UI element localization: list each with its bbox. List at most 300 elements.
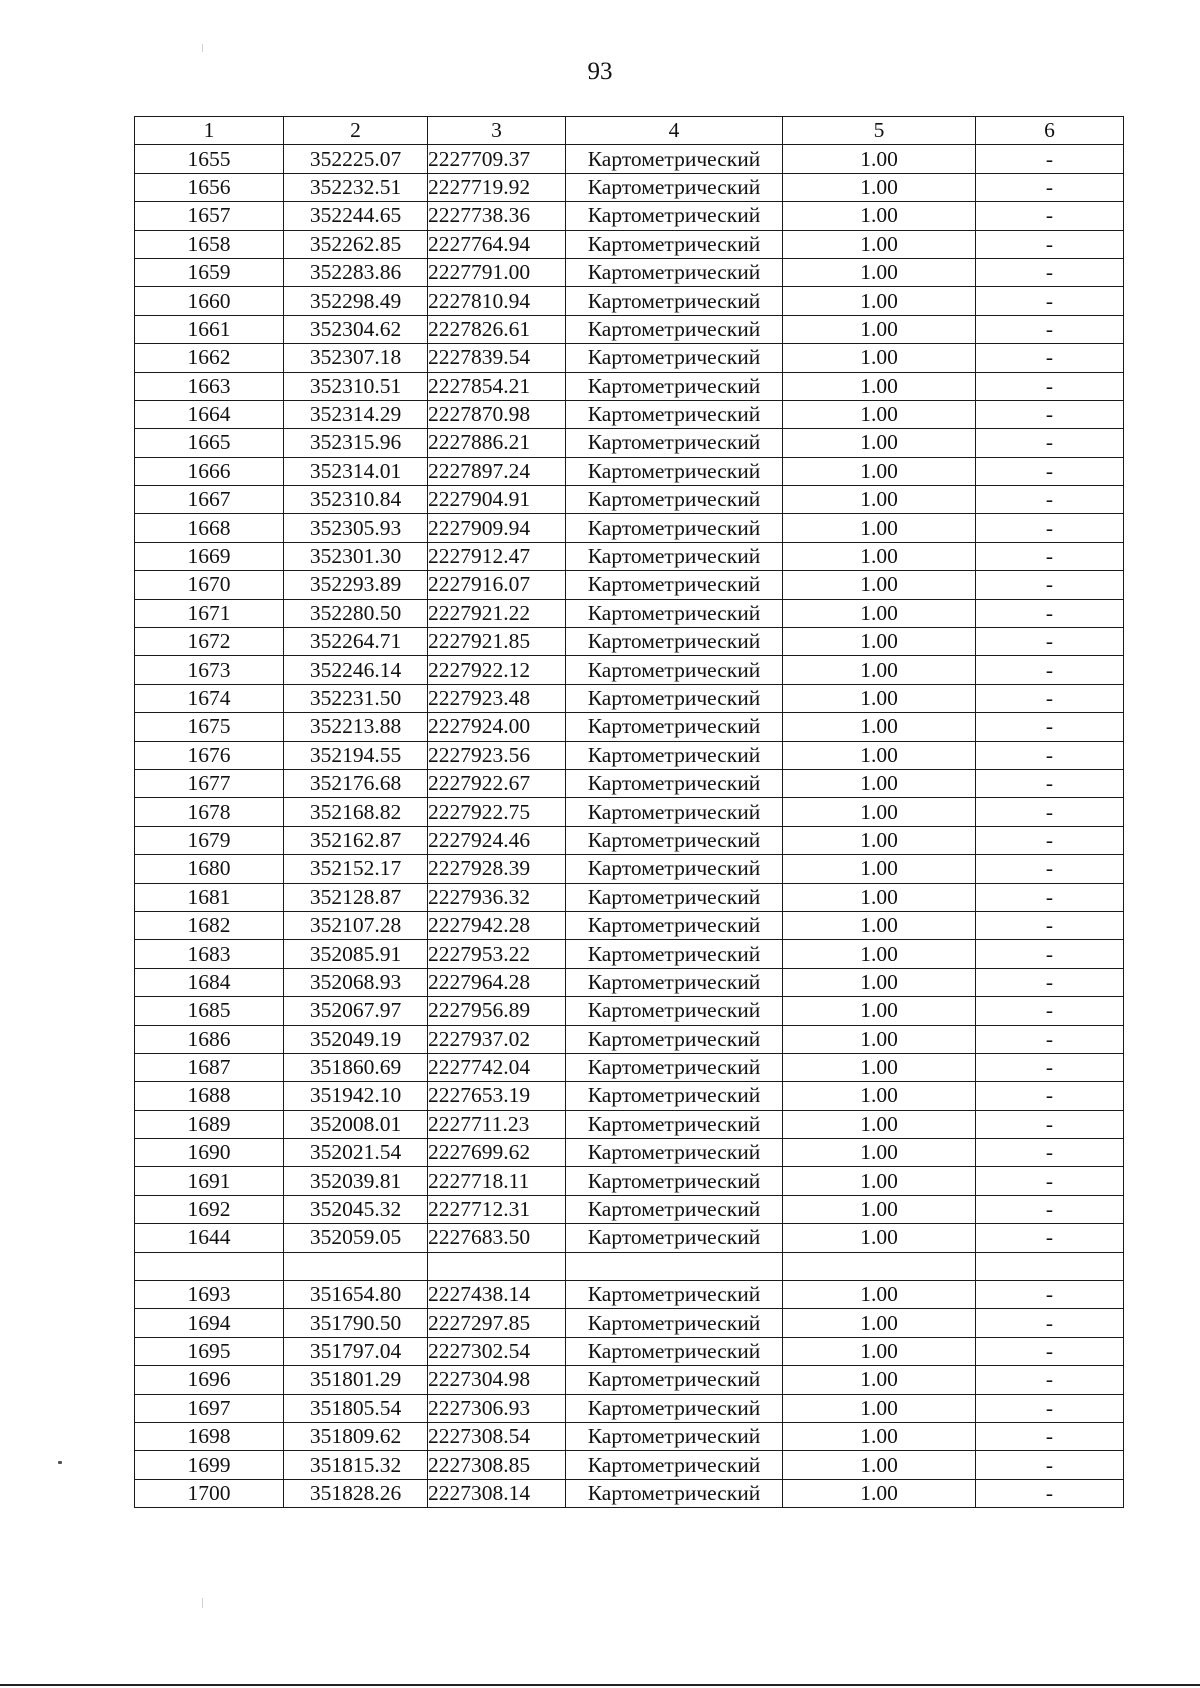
y-coordinate-cell: 2227738.36 [428, 202, 566, 230]
accuracy-cell: 1.00 [783, 911, 976, 939]
x-coordinate-cell: 352008.01 [284, 1110, 428, 1138]
table-row [135, 344, 1124, 372]
y-coordinate-cell: 2227886.21 [428, 429, 566, 457]
table-row [135, 486, 1124, 514]
x-coordinate-cell: 352310.51 [284, 372, 428, 400]
table-row [135, 457, 1124, 485]
note-cell: - [976, 997, 1124, 1025]
note-cell: - [976, 1025, 1124, 1053]
accuracy-cell: 1.00 [783, 656, 976, 684]
accuracy-cell: 1.00 [783, 968, 976, 996]
y-coordinate-cell: 2227683.50 [428, 1224, 566, 1252]
note-cell: - [976, 1139, 1124, 1167]
accuracy-cell: 1.00 [783, 1025, 976, 1053]
x-coordinate-cell: 352059.05 [284, 1224, 428, 1252]
point-number-cell: 1655 [135, 145, 284, 173]
method-cell: Картометрический [566, 202, 783, 230]
table-row [135, 1394, 1124, 1422]
note-cell: - [976, 372, 1124, 400]
y-coordinate-cell: 2227921.85 [428, 628, 566, 656]
accuracy-cell: 1.00 [783, 1139, 976, 1167]
accuracy-cell: 1.00 [783, 628, 976, 656]
note-cell: - [976, 1479, 1124, 1507]
y-coordinate-cell: 2227709.37 [428, 145, 566, 173]
point-number-cell: 1664 [135, 400, 284, 428]
table-row [135, 315, 1124, 343]
x-coordinate-cell: 351797.04 [284, 1337, 428, 1365]
note-cell: - [976, 429, 1124, 457]
table-row [135, 1110, 1124, 1138]
accuracy-cell [783, 1252, 976, 1280]
accuracy-cell: 1.00 [783, 599, 976, 627]
y-coordinate-cell: 2227854.21 [428, 372, 566, 400]
point-number-cell: 1687 [135, 1053, 284, 1081]
x-coordinate-cell: 352049.19 [284, 1025, 428, 1053]
accuracy-cell: 1.00 [783, 1281, 976, 1309]
accuracy-cell: 1.00 [783, 344, 976, 372]
point-number-cell: 1697 [135, 1394, 284, 1422]
method-cell: Картометрический [566, 684, 783, 712]
table-row [135, 741, 1124, 769]
point-number-cell: 1670 [135, 571, 284, 599]
table-row [135, 1053, 1124, 1081]
method-cell: Картометрический [566, 344, 783, 372]
x-coordinate-cell: 352067.97 [284, 997, 428, 1025]
x-coordinate-cell: 352168.82 [284, 798, 428, 826]
point-number-cell: 1669 [135, 542, 284, 570]
table-row [135, 826, 1124, 854]
table-row [135, 514, 1124, 542]
accuracy-cell: 1.00 [783, 258, 976, 286]
point-number-cell: 1678 [135, 798, 284, 826]
accuracy-cell: 1.00 [783, 1479, 976, 1507]
scan-mark-top [202, 44, 203, 52]
method-cell: Картометрический [566, 741, 783, 769]
method-cell: Картометрический [566, 713, 783, 741]
point-number-cell: 1681 [135, 883, 284, 911]
table-row [135, 798, 1124, 826]
point-number-cell: 1672 [135, 628, 284, 656]
method-cell: Картометрический [566, 997, 783, 1025]
table-row [135, 911, 1124, 939]
accuracy-cell: 1.00 [783, 202, 976, 230]
method-cell: Картометрический [566, 798, 783, 826]
x-coordinate-cell: 351801.29 [284, 1366, 428, 1394]
note-cell: - [976, 656, 1124, 684]
note-cell: - [976, 400, 1124, 428]
note-cell: - [976, 486, 1124, 514]
note-cell: - [976, 1451, 1124, 1479]
table-row [135, 258, 1124, 286]
x-coordinate-cell: 352315.96 [284, 429, 428, 457]
table-row [135, 684, 1124, 712]
x-coordinate-cell: 352314.01 [284, 457, 428, 485]
method-cell: Картометрический [566, 911, 783, 939]
table-row [135, 1337, 1124, 1365]
note-cell: - [976, 826, 1124, 854]
note-cell: - [976, 457, 1124, 485]
table-row [135, 1195, 1124, 1223]
x-coordinate-cell: 351654.80 [284, 1281, 428, 1309]
point-number-cell: 1688 [135, 1082, 284, 1110]
point-number-cell: 1656 [135, 173, 284, 201]
point-number-cell: 1671 [135, 599, 284, 627]
y-coordinate-cell: 2227302.54 [428, 1337, 566, 1365]
y-coordinate-cell: 2227699.62 [428, 1139, 566, 1167]
table-row [135, 855, 1124, 883]
point-number-cell: 1696 [135, 1366, 284, 1394]
table-row [135, 599, 1124, 627]
note-cell: - [976, 542, 1124, 570]
point-number-cell: 1700 [135, 1479, 284, 1507]
table-row [135, 145, 1124, 173]
point-number-cell [135, 1252, 284, 1280]
x-coordinate-cell: 351860.69 [284, 1053, 428, 1081]
note-cell: - [976, 1110, 1124, 1138]
x-coordinate-cell: 352162.87 [284, 826, 428, 854]
method-cell: Картометрический [566, 599, 783, 627]
note-cell: - [976, 741, 1124, 769]
table-row [135, 429, 1124, 457]
y-coordinate-cell: 2227942.28 [428, 911, 566, 939]
table-row [135, 1139, 1124, 1167]
table-row [135, 769, 1124, 797]
note-cell: - [976, 798, 1124, 826]
note-cell: - [976, 1224, 1124, 1252]
x-coordinate-cell: 352021.54 [284, 1139, 428, 1167]
y-coordinate-cell: 2227923.56 [428, 741, 566, 769]
accuracy-cell: 1.00 [783, 145, 976, 173]
x-coordinate-cell: 352280.50 [284, 599, 428, 627]
method-cell: Картометрический [566, 1309, 783, 1337]
note-cell: - [976, 1337, 1124, 1365]
note-cell: - [976, 911, 1124, 939]
accuracy-cell: 1.00 [783, 400, 976, 428]
method-cell: Картометрический [566, 230, 783, 258]
method-cell: Картометрический [566, 372, 783, 400]
table-row [135, 1025, 1124, 1053]
accuracy-cell: 1.00 [783, 173, 976, 201]
y-coordinate-cell: 2227922.12 [428, 656, 566, 684]
point-number-cell: 1657 [135, 202, 284, 230]
table-row [135, 968, 1124, 996]
method-cell: Картометрический [566, 1167, 783, 1195]
y-coordinate-cell: 2227928.39 [428, 855, 566, 883]
x-coordinate-cell [284, 1252, 428, 1280]
point-number-cell: 1689 [135, 1110, 284, 1138]
method-cell: Картометрический [566, 1139, 783, 1167]
method-cell: Картометрический [566, 542, 783, 570]
accuracy-cell: 1.00 [783, 826, 976, 854]
x-coordinate-cell: 352283.86 [284, 258, 428, 286]
y-coordinate-cell: 2227839.54 [428, 344, 566, 372]
note-cell: - [976, 1422, 1124, 1450]
x-coordinate-cell: 352039.81 [284, 1167, 428, 1195]
accuracy-cell: 1.00 [783, 287, 976, 315]
x-coordinate-cell: 352085.91 [284, 940, 428, 968]
method-cell: Картометрический [566, 287, 783, 315]
y-coordinate-cell: 2227810.94 [428, 287, 566, 315]
point-number-cell: 1644 [135, 1224, 284, 1252]
point-number-cell: 1667 [135, 486, 284, 514]
y-coordinate-cell: 2227712.31 [428, 1195, 566, 1223]
table-row [135, 173, 1124, 201]
accuracy-cell: 1.00 [783, 1082, 976, 1110]
x-coordinate-cell: 352045.32 [284, 1195, 428, 1223]
x-coordinate-cell: 352298.49 [284, 287, 428, 315]
x-coordinate-cell: 352305.93 [284, 514, 428, 542]
y-coordinate-cell: 2227870.98 [428, 400, 566, 428]
note-cell: - [976, 315, 1124, 343]
method-cell: Картометрический [566, 826, 783, 854]
y-coordinate-cell: 2227937.02 [428, 1025, 566, 1053]
point-number-cell: 1660 [135, 287, 284, 315]
note-cell: - [976, 344, 1124, 372]
method-cell: Картометрический [566, 571, 783, 599]
x-coordinate-cell: 352304.62 [284, 315, 428, 343]
x-coordinate-cell: 351790.50 [284, 1309, 428, 1337]
y-coordinate-cell: 2227912.47 [428, 542, 566, 570]
table-row [135, 1082, 1124, 1110]
x-coordinate-cell: 352314.29 [284, 400, 428, 428]
coordinates-table [134, 116, 1124, 1508]
point-number-cell: 1699 [135, 1451, 284, 1479]
table-row [135, 287, 1124, 315]
note-cell: - [976, 571, 1124, 599]
note-cell: - [976, 599, 1124, 627]
method-cell: Картометрический [566, 145, 783, 173]
method-cell: Картометрический [566, 457, 783, 485]
x-coordinate-cell: 352307.18 [284, 344, 428, 372]
note-cell: - [976, 230, 1124, 258]
y-coordinate-cell: 2227904.91 [428, 486, 566, 514]
method-cell [566, 1252, 783, 1280]
y-coordinate-cell: 2227308.54 [428, 1422, 566, 1450]
table-row [135, 1451, 1124, 1479]
x-coordinate-cell: 351805.54 [284, 1394, 428, 1422]
point-number-cell: 1682 [135, 911, 284, 939]
y-coordinate-cell: 2227936.32 [428, 883, 566, 911]
point-number-cell: 1694 [135, 1309, 284, 1337]
x-coordinate-cell: 352107.28 [284, 911, 428, 939]
accuracy-cell: 1.00 [783, 741, 976, 769]
method-cell: Картометрический [566, 1053, 783, 1081]
table-row [135, 372, 1124, 400]
column-header: 5 [783, 117, 976, 145]
table-row [135, 883, 1124, 911]
point-number-cell: 1680 [135, 855, 284, 883]
note-cell: - [976, 145, 1124, 173]
note-cell: - [976, 940, 1124, 968]
x-coordinate-cell: 352244.65 [284, 202, 428, 230]
note-cell: - [976, 968, 1124, 996]
point-number-cell: 1677 [135, 769, 284, 797]
accuracy-cell: 1.00 [783, 684, 976, 712]
y-coordinate-cell: 2227921.22 [428, 599, 566, 627]
table-row [135, 571, 1124, 599]
y-coordinate-cell: 2227956.89 [428, 997, 566, 1025]
x-coordinate-cell: 352128.87 [284, 883, 428, 911]
y-coordinate-cell: 2227718.11 [428, 1167, 566, 1195]
method-cell: Картометрический [566, 855, 783, 883]
y-coordinate-cell: 2227922.75 [428, 798, 566, 826]
note-cell: - [976, 855, 1124, 883]
method-cell: Картометрический [566, 769, 783, 797]
point-number-cell: 1679 [135, 826, 284, 854]
table-header-row [135, 117, 1124, 145]
note-cell: - [976, 173, 1124, 201]
y-coordinate-cell: 2227308.85 [428, 1451, 566, 1479]
method-cell: Картометрический [566, 1479, 783, 1507]
scan-speck [58, 1461, 62, 1464]
method-cell: Картометрический [566, 940, 783, 968]
accuracy-cell: 1.00 [783, 1167, 976, 1195]
accuracy-cell: 1.00 [783, 997, 976, 1025]
note-cell: - [976, 684, 1124, 712]
method-cell: Картометрический [566, 315, 783, 343]
table-row [135, 202, 1124, 230]
note-cell: - [976, 1366, 1124, 1394]
note-cell: - [976, 1281, 1124, 1309]
accuracy-cell: 1.00 [783, 230, 976, 258]
y-coordinate-cell: 2227653.19 [428, 1082, 566, 1110]
y-coordinate-cell: 2227924.00 [428, 713, 566, 741]
x-coordinate-cell: 351809.62 [284, 1422, 428, 1450]
table-row [135, 1252, 1124, 1280]
point-number-cell: 1666 [135, 457, 284, 485]
point-number-cell: 1665 [135, 429, 284, 457]
point-number-cell: 1693 [135, 1281, 284, 1309]
point-number-cell: 1698 [135, 1422, 284, 1450]
note-cell: - [976, 1082, 1124, 1110]
accuracy-cell: 1.00 [783, 457, 976, 485]
note-cell: - [976, 258, 1124, 286]
x-coordinate-cell: 352225.07 [284, 145, 428, 173]
column-header: 3 [428, 117, 566, 145]
note-cell: - [976, 514, 1124, 542]
table-row [135, 1281, 1124, 1309]
y-coordinate-cell: 2227306.93 [428, 1394, 566, 1422]
y-coordinate-cell: 2227922.67 [428, 769, 566, 797]
table-row [135, 997, 1124, 1025]
x-coordinate-cell: 352068.93 [284, 968, 428, 996]
column-header: 1 [135, 117, 284, 145]
accuracy-cell: 1.00 [783, 372, 976, 400]
y-coordinate-cell: 2227438.14 [428, 1281, 566, 1309]
accuracy-cell: 1.00 [783, 542, 976, 570]
accuracy-cell: 1.00 [783, 1195, 976, 1223]
table-row [135, 1422, 1124, 1450]
x-coordinate-cell: 352176.68 [284, 769, 428, 797]
table-row [135, 542, 1124, 570]
note-cell: - [976, 769, 1124, 797]
accuracy-cell: 1.00 [783, 769, 976, 797]
note-cell: - [976, 287, 1124, 315]
accuracy-cell: 1.00 [783, 798, 976, 826]
method-cell: Картометрический [566, 1224, 783, 1252]
accuracy-cell: 1.00 [783, 1422, 976, 1450]
accuracy-cell: 1.00 [783, 1224, 976, 1252]
point-number-cell: 1683 [135, 940, 284, 968]
method-cell: Картометрический [566, 628, 783, 656]
y-coordinate-cell [428, 1252, 566, 1280]
table-row [135, 1224, 1124, 1252]
y-coordinate-cell: 2227909.94 [428, 514, 566, 542]
point-number-cell: 1690 [135, 1139, 284, 1167]
y-coordinate-cell: 2227916.07 [428, 571, 566, 599]
method-cell: Картометрический [566, 429, 783, 457]
method-cell: Картометрический [566, 258, 783, 286]
point-number-cell: 1695 [135, 1337, 284, 1365]
y-coordinate-cell: 2227964.28 [428, 968, 566, 996]
method-cell: Картометрический [566, 1422, 783, 1450]
point-number-cell: 1658 [135, 230, 284, 258]
y-coordinate-cell: 2227304.98 [428, 1366, 566, 1394]
y-coordinate-cell: 2227923.48 [428, 684, 566, 712]
method-cell: Картометрический [566, 656, 783, 684]
point-number-cell: 1668 [135, 514, 284, 542]
note-cell: - [976, 202, 1124, 230]
method-cell: Картометрический [566, 1082, 783, 1110]
method-cell: Картометрический [566, 1451, 783, 1479]
y-coordinate-cell: 2227897.24 [428, 457, 566, 485]
method-cell: Картометрический [566, 1394, 783, 1422]
column-header: 6 [976, 117, 1124, 145]
method-cell: Картометрический [566, 1337, 783, 1365]
point-number-cell: 1674 [135, 684, 284, 712]
bottom-edge-line [0, 1684, 1200, 1686]
y-coordinate-cell: 2227742.04 [428, 1053, 566, 1081]
table-row [135, 656, 1124, 684]
point-number-cell: 1676 [135, 741, 284, 769]
y-coordinate-cell: 2227711.23 [428, 1110, 566, 1138]
accuracy-cell: 1.00 [783, 1110, 976, 1138]
x-coordinate-cell: 352232.51 [284, 173, 428, 201]
note-cell: - [976, 628, 1124, 656]
x-coordinate-cell: 352231.50 [284, 684, 428, 712]
accuracy-cell: 1.00 [783, 1053, 976, 1081]
y-coordinate-cell: 2227764.94 [428, 230, 566, 258]
method-cell: Картометрический [566, 173, 783, 201]
method-cell: Картометрический [566, 486, 783, 514]
method-cell: Картометрический [566, 1110, 783, 1138]
point-number-cell: 1684 [135, 968, 284, 996]
note-cell: - [976, 883, 1124, 911]
scan-mark-bottom [202, 1598, 203, 1608]
method-cell: Картометрический [566, 514, 783, 542]
x-coordinate-cell: 352246.14 [284, 656, 428, 684]
x-coordinate-cell: 351828.26 [284, 1479, 428, 1507]
table-row [135, 230, 1124, 258]
point-number-cell: 1675 [135, 713, 284, 741]
point-number-cell: 1659 [135, 258, 284, 286]
point-number-cell: 1662 [135, 344, 284, 372]
y-coordinate-cell: 2227924.46 [428, 826, 566, 854]
x-coordinate-cell: 352213.88 [284, 713, 428, 741]
x-coordinate-cell: 352262.85 [284, 230, 428, 258]
column-header: 4 [566, 117, 783, 145]
point-number-cell: 1686 [135, 1025, 284, 1053]
method-cell: Картометрический [566, 968, 783, 996]
accuracy-cell: 1.00 [783, 486, 976, 514]
method-cell: Картометрический [566, 1025, 783, 1053]
accuracy-cell: 1.00 [783, 315, 976, 343]
note-cell: - [976, 1195, 1124, 1223]
accuracy-cell: 1.00 [783, 1309, 976, 1337]
x-coordinate-cell: 352264.71 [284, 628, 428, 656]
accuracy-cell: 1.00 [783, 883, 976, 911]
table-row [135, 1479, 1124, 1507]
